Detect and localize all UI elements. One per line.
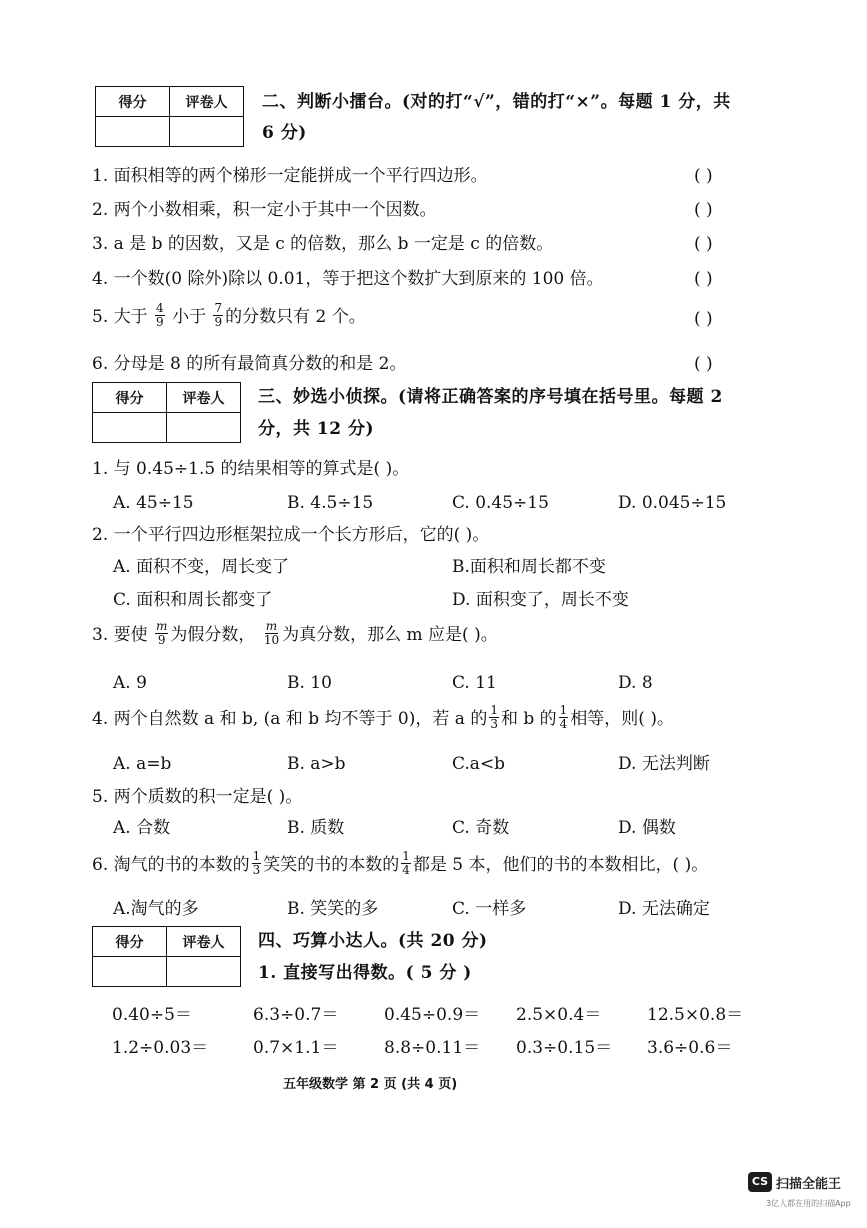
mc-q2-option-a[interactable]: A. 面积不变，周长变了: [113, 557, 290, 577]
section3-heading-cont: 分，共 12 分): [258, 419, 375, 439]
mc-q5-option-c[interactable]: C. 奇数: [452, 818, 510, 838]
calc-item: 3.6÷0.6＝: [647, 1038, 733, 1058]
answer-paren-1[interactable]: ( ): [694, 166, 713, 186]
mc-q6-option-a[interactable]: A.淘气的多: [113, 899, 199, 919]
q6-prefix: 6. 淘气的书的本数的: [92, 855, 250, 875]
fraction-m-10: $\frac{m}{10}$: [263, 619, 280, 647]
judge-item-5: [92, 301, 366, 331]
mc-q2-stem: 2. 一个平行四边形框架拉成一个长方形后，它的( )。: [92, 525, 490, 545]
calc-item: 0.45÷0.9＝: [384, 1005, 481, 1025]
calc-item: 0.40÷5＝: [112, 1005, 192, 1025]
item5-mid: 小于: [172, 307, 207, 327]
calc-item: 1.2÷0.03＝: [112, 1038, 209, 1058]
mc-q3-option-b[interactable]: B. 10: [287, 673, 332, 693]
judge-item-6: 6. 分母是 8 的所有最简真分数的和是 2。: [92, 354, 407, 374]
judge-item-3: 3. a 是 b 的因数，又是 c 的倍数，那么 b 一定是 c 的倍数。: [92, 234, 554, 254]
score-label: 得分: [96, 87, 170, 117]
mc-q1-option-b[interactable]: B. 4.5÷15: [287, 493, 374, 513]
grader-label: 评卷人: [167, 927, 241, 957]
fraction-1-3: $\frac{1}{3}$: [490, 703, 498, 731]
grader-label: 评卷人: [167, 383, 241, 413]
answer-paren-3[interactable]: ( ): [694, 234, 713, 254]
calc-item: 12.5×0.8＝: [647, 1005, 744, 1025]
answer-paren-4[interactable]: ( ): [694, 269, 713, 289]
mc-q3-stem: [92, 619, 498, 649]
judge-item-4: 4. 一个数(0 除外)除以 0.01，等于把这个数扩大到原来的 100 倍。: [92, 269, 604, 289]
q4-prefix: 4. 两个自然数 a 和 b, (a 和 b 均不等于 0)，若 a 的: [92, 709, 488, 729]
q3-prefix: 3. 要使: [92, 625, 148, 645]
score-table-section4: [92, 926, 241, 987]
grader-label: 评卷人: [170, 87, 244, 117]
mc-q2-option-c[interactable]: C. 面积和周长都变了: [113, 590, 273, 610]
calc-item: 0.3÷0.15＝: [516, 1038, 613, 1058]
q4-mid: 和 b 的: [500, 709, 557, 729]
mc-q1-stem: 1. 与 0.45÷1.5 的结果相等的算式是( )。: [92, 459, 410, 479]
mc-q2-option-d[interactable]: D. 面积变了，周长不变: [452, 590, 629, 610]
fraction-4-9: $\frac{4}{9}$: [156, 301, 164, 329]
judge-item-1: 1. 面积相等的两个梯形一定能拼成一个平行四边形。: [92, 166, 488, 186]
fraction-1-3: $\frac{1}{3}$: [252, 849, 261, 877]
section4-heading: 四、巧算小达人。(共 20 分): [258, 931, 488, 951]
mc-q1-option-c[interactable]: C. 0.45÷15: [452, 493, 549, 513]
section2-heading-cont: 6 分): [262, 123, 307, 143]
watermark-tagline: 3亿人都在用的扫描App: [766, 1199, 851, 1208]
mc-q3-option-d[interactable]: D. 8: [618, 673, 653, 693]
score-label: 得分: [93, 927, 167, 957]
answer-paren-5[interactable]: ( ): [694, 309, 713, 329]
score-cell[interactable]: [93, 957, 167, 987]
score-label: 得分: [93, 383, 167, 413]
q6-mid: 笑笑的书的本数的: [263, 855, 400, 875]
mc-q4-option-b[interactable]: B. a>b: [287, 754, 346, 774]
mc-q4-option-d[interactable]: D. 无法判断: [618, 754, 710, 774]
q6-suffix: 都是 5 本，他们的书的本数相比，( )。: [412, 855, 709, 875]
mc-q5-stem: 5. 两个质数的积一定是( )。: [92, 787, 303, 807]
section2-heading: 二、判断小擂台。(对的打“√”，错的打“×”。每题 1 分，共: [262, 92, 731, 112]
mc-q1-option-d[interactable]: D. 0.045÷15: [618, 493, 727, 513]
calc-item: 8.8÷0.11＝: [384, 1038, 481, 1058]
mc-q5-option-d[interactable]: D. 偶数: [618, 818, 676, 838]
q4-suffix: 相等，则( )。: [570, 709, 674, 729]
item5-prefix: 5. 大于: [92, 307, 148, 327]
page-footer: 五年级数学 第 2 页 (共 4 页): [283, 1077, 458, 1092]
fraction-m-9: $\frac{m}{9}$: [156, 619, 168, 647]
mc-q3-option-c[interactable]: C. 11: [452, 673, 497, 693]
mc-q6-option-b[interactable]: B. 笑笑的多: [287, 899, 379, 919]
mc-q4-option-a[interactable]: A. a=b: [113, 754, 172, 774]
mc-q5-option-a[interactable]: A. 合数: [113, 818, 171, 838]
mc-q6-option-d[interactable]: D. 无法确定: [618, 899, 710, 919]
mc-q5-option-b[interactable]: B. 质数: [287, 818, 345, 838]
q3-suffix: 为真分数，那么 m 应是( )。: [282, 625, 498, 645]
mc-q4-option-c[interactable]: C.a<b: [452, 754, 506, 774]
section3-heading: 三、妙选小侦探。(请将正确答案的序号填在括号里。每题 2: [258, 387, 723, 407]
fraction-7-9: $\frac{7}{9}$: [214, 301, 223, 329]
grader-cell[interactable]: [167, 957, 241, 987]
camscanner-logo-icon: CS: [748, 1172, 772, 1192]
grader-cell[interactable]: [167, 413, 241, 443]
mc-q4-stem: [92, 703, 674, 733]
mc-q3-option-a[interactable]: A. 9: [113, 673, 147, 693]
answer-paren-6[interactable]: ( ): [694, 354, 713, 374]
calc-item: 6.3÷0.7＝: [253, 1005, 339, 1025]
mc-q6-stem: [92, 849, 709, 879]
item5-suffix: 的分数只有 2 个。: [225, 307, 366, 327]
score-cell[interactable]: [93, 413, 167, 443]
mc-q1-option-a[interactable]: A. 45÷15: [113, 493, 194, 513]
fraction-1-4: $\frac{1}{4}$: [402, 849, 410, 877]
watermark-app-name: 扫描全能王: [776, 1177, 842, 1192]
calc-item: 0.7×1.1＝: [253, 1038, 339, 1058]
grader-cell[interactable]: [170, 117, 244, 147]
score-table-section2: [95, 86, 244, 147]
score-table-section3: [92, 382, 241, 443]
mc-q2-option-b[interactable]: B.面积和周长都不变: [452, 557, 606, 577]
calc-item: 2.5×0.4＝: [516, 1005, 602, 1025]
score-cell[interactable]: [96, 117, 170, 147]
answer-paren-2[interactable]: ( ): [694, 200, 713, 220]
fraction-1-4: $\frac{1}{4}$: [559, 703, 568, 731]
mc-q6-option-c[interactable]: C. 一样多: [452, 899, 527, 919]
judge-item-2: 2. 两个小数相乘，积一定小于其中一个因数。: [92, 200, 437, 220]
q3-mid: 为假分数，: [170, 625, 256, 645]
section4-subheading: 1. 直接写出得数。( 5 分 ): [258, 963, 472, 983]
